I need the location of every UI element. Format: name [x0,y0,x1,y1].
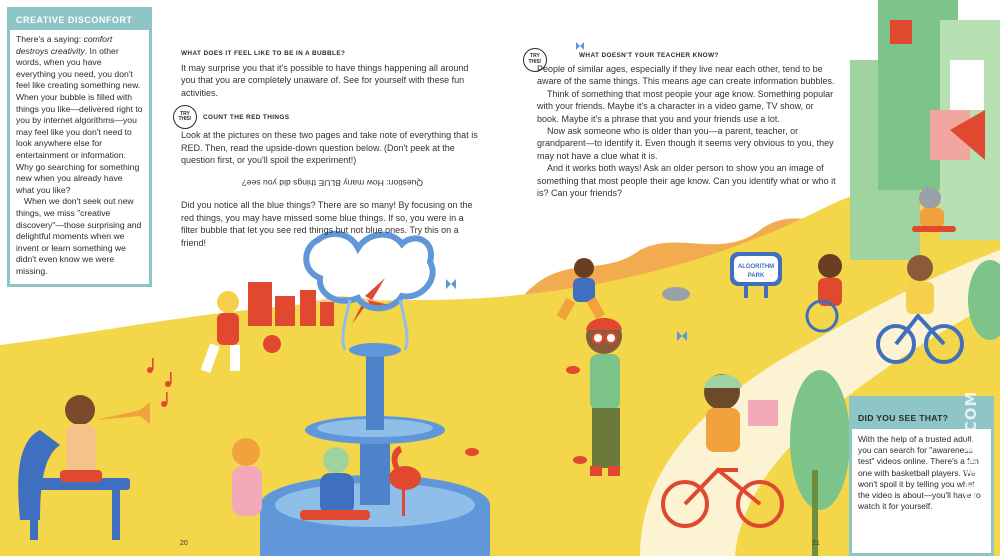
bubble-intro [181,62,481,99]
watermark-text: JANDOLPH.COM [962,390,980,535]
teacher-p1-end: can create information bubbles. [706,76,835,87]
teacher-paragraph-4: And it works both ways! Ask an older person to show you an image of something that most people their age know. Can you identify what or who it is? Can your friends? [537,163,836,199]
sidebar-p1-start: There's a saying: [16,34,84,44]
try-this-badge: TRY THIS! [173,105,197,129]
page-number-right: 21 [812,540,820,547]
right-text-column [537,52,837,199]
bubble-intro-text: It may surprise you that it's possible to have things happening all around you that you are completely unaware of. See for yourself with these fun activities. [181,63,469,98]
sidebar-title: CREATIVE DISCONFORT [10,10,149,30]
upside-down-question: Question: How many BLUE things did you see? [241,178,423,189]
count-red-heading: COUNT THE RED THINGS [203,114,290,122]
sidebar-paragraph-1 [16,34,143,196]
teacher-heading: WHAT DOESN'T YOUR TEACHER KNOW? [579,52,719,59]
sidebar-p1-emphasis: comfort destroys creativity [16,34,113,56]
sidebar-paragraph-2: When we don't seek out new things, we miss "creative discovery"—those surprising and delightful moments when we invent or learn something we didn't even know we were missing. [16,196,142,276]
sidebar-body [10,30,149,281]
teacher-paragraph-3: Now ask someone who is older than you—a parent, teacher, or grandparent—to identify it. Even though it seems very obvious to you, they may not have a clue what it is. [537,126,834,161]
callout-title: DID YOU SEE THAT? [852,399,991,429]
upside-down-row [181,173,481,191]
callout-body: With the help of a trusted adult, you can search for "awareness test" videos online. There's a fun one with basketball players. We won't spoil it by telling you what the video is about—you'll have to watch it for yourself. [858,434,981,512]
teacher-body [537,63,837,199]
teacher-p1-start: People of similar ages, especially if they live near each other, tend to be aware of the same things. This means [537,64,823,87]
park-sign-line2: PARK [747,273,765,279]
count-red-instructions-text: Look at the pictures on these two pages and take note of everything that is RED. Then, read the upside-down question below. (Don't peek at the question first, or you'll spoil the experiment!) [181,130,478,166]
count-red-instructions [181,129,481,166]
try-this-badge-right: TRY THIS! [523,48,547,72]
count-red-row [178,105,481,129]
bubble-heading: WHAT DOES IT FEEL LIKE TO BE IN A BUBBLE? [181,50,346,57]
teacher-paragraph-2: Think of something that most people your age know. Something popular with your friends. Maybe it's a character in a video game, TV show, or book. Maybe it's a phrase that you and your friends use a lot. [537,88,834,124]
teacher-p1-emphasis: age [691,76,707,87]
page-number-left: 20 [180,540,188,547]
sidebar-p1-end: . In other words, when you have everything you need, you don't feel like creating something new. When your bubble is filled with things you like—delivered right to you by internet algorithms—you may feel like you don't need to look anywhere else for entertainment or information. Why go searching for something new when you already have what you like? [16,45,143,195]
teacher-paragraph-1 [537,63,837,88]
creative-discomfort-sidebar [7,7,152,287]
left-text-column [178,50,481,249]
blue-things-reveal [181,199,481,249]
blue-things-reveal-text: Did you notice all the blue things? There are so many! By focusing on the red things, you may have missed some blue things. If so, you were in a filter bubble that let you see red things but not blue ones. Try this on a friend! [181,200,473,248]
park-sign-line1: ALGORITHM [737,264,775,270]
